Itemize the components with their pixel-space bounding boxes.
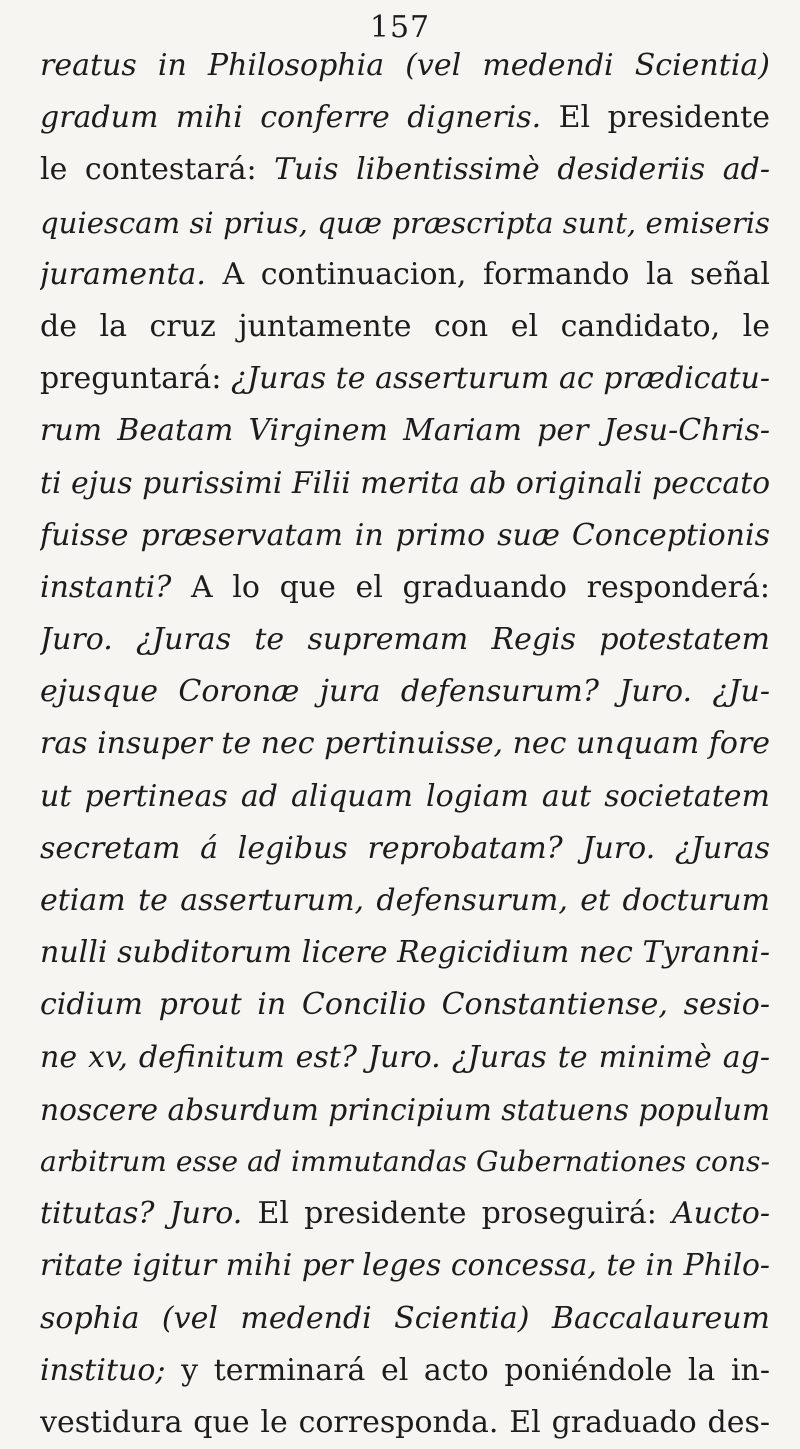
latin-text: Tuis libentissimè desideriis ad- bbox=[274, 152, 770, 188]
text-line bbox=[40, 614, 770, 666]
text-line bbox=[40, 823, 770, 875]
latin-text: ejusque Coronæ jura defensurum? Juro. ¿Ju- bbox=[40, 674, 770, 710]
latin-text: Juro. ¿Juras te supremam Regis potestatem bbox=[40, 622, 770, 658]
text-line bbox=[40, 92, 770, 144]
text-line bbox=[40, 1136, 770, 1188]
latin-text: etiam te asserturum, defensurum, et docturum bbox=[40, 883, 770, 918]
latin-text: juramenta. bbox=[40, 256, 206, 292]
latin-text: instituo; bbox=[40, 1352, 166, 1388]
latin-text: noscere absurdum principium statuens populum bbox=[40, 1091, 770, 1127]
latin-text: ut pertineas ad aliquam logiam aut societatem bbox=[40, 778, 770, 814]
latin-text: ¿Juras te asserturum ac prædicatu- bbox=[231, 361, 770, 397]
latin-text: quiescam si prius, quæ præscripta sunt, emiseris bbox=[40, 205, 770, 240]
latin-text: ras insuper te nec pertinuisse, nec unquam fore bbox=[40, 726, 770, 762]
text-line bbox=[40, 510, 770, 562]
latin-text: ti ejus purissimi Filii merita ab originali peccato bbox=[40, 465, 770, 501]
latin-text: gradum mihi conferre digneris. bbox=[40, 100, 542, 136]
text-line bbox=[40, 144, 770, 196]
text-line bbox=[40, 771, 770, 823]
spanish-text: A continuacion, formando la señal bbox=[205, 256, 770, 292]
latin-text: Aucto- bbox=[671, 1196, 770, 1232]
text-line bbox=[40, 301, 770, 353]
text-line bbox=[40, 1293, 770, 1345]
latin-text: nulli subditorum licere Regicidium nec Tyranni- bbox=[40, 935, 770, 971]
latin-text: instanti? bbox=[40, 569, 172, 605]
text-line bbox=[40, 197, 770, 249]
spanish-text: vestidura que le corresponda. El graduado des- bbox=[40, 1404, 770, 1440]
latin-text: sophia (vel medendi Scientia) Baccalaureum bbox=[40, 1300, 770, 1336]
spanish-text: y terminará el acto poniéndole la in- bbox=[165, 1352, 770, 1388]
latin-text: cidium prout in Concilio Constantiense, sesio- bbox=[40, 987, 770, 1023]
latin-text: ne xv, definitum est? Juro. ¿Juras te minimè ag- bbox=[40, 1039, 770, 1075]
text-line bbox=[40, 927, 770, 979]
latin-text: rum Beatam Virginem Mariam per Jesu-Chris- bbox=[40, 413, 770, 449]
text-line bbox=[40, 458, 770, 510]
text-line bbox=[40, 1345, 770, 1397]
spanish-text: El presidente proseguirá: bbox=[242, 1196, 672, 1232]
body-text bbox=[40, 40, 770, 1449]
text-line bbox=[40, 562, 770, 614]
text-line bbox=[40, 353, 770, 405]
text-line bbox=[40, 249, 770, 301]
text-line bbox=[40, 1397, 770, 1449]
latin-text: arbitrum esse ad immutandas Gubernationes cons- bbox=[40, 1144, 770, 1178]
text-line bbox=[40, 718, 770, 770]
text-line bbox=[40, 405, 770, 457]
page-number: 157 bbox=[369, 10, 431, 45]
text-line bbox=[40, 1188, 770, 1240]
text-line bbox=[40, 1240, 770, 1292]
latin-text: reatus in Philosophia (vel medendi Scientia) bbox=[40, 48, 770, 83]
latin-text: ritate igitur mihi per leges concessa, te in Philo- bbox=[40, 1248, 770, 1284]
latin-text: fuisse præservatam in primo suæ Conceptionis bbox=[40, 517, 770, 553]
text-line bbox=[40, 979, 770, 1031]
latin-text: secretam á legibus reprobatam? Juro. ¿Juras bbox=[40, 830, 770, 866]
spanish-text: El presidente bbox=[541, 100, 770, 136]
spanish-text: de la cruz juntamente con el candidato, le bbox=[40, 308, 770, 344]
spanish-text: preguntará: bbox=[40, 361, 232, 397]
text-line bbox=[40, 40, 770, 92]
spanish-text: A lo que el graduando responderá: bbox=[171, 569, 770, 605]
spanish-text: le contestará: bbox=[40, 152, 275, 188]
text-line bbox=[40, 1032, 770, 1084]
latin-text: titutas? Juro. bbox=[40, 1196, 243, 1232]
text-line bbox=[40, 875, 770, 927]
text-line bbox=[40, 666, 770, 718]
text-line bbox=[40, 1084, 770, 1136]
